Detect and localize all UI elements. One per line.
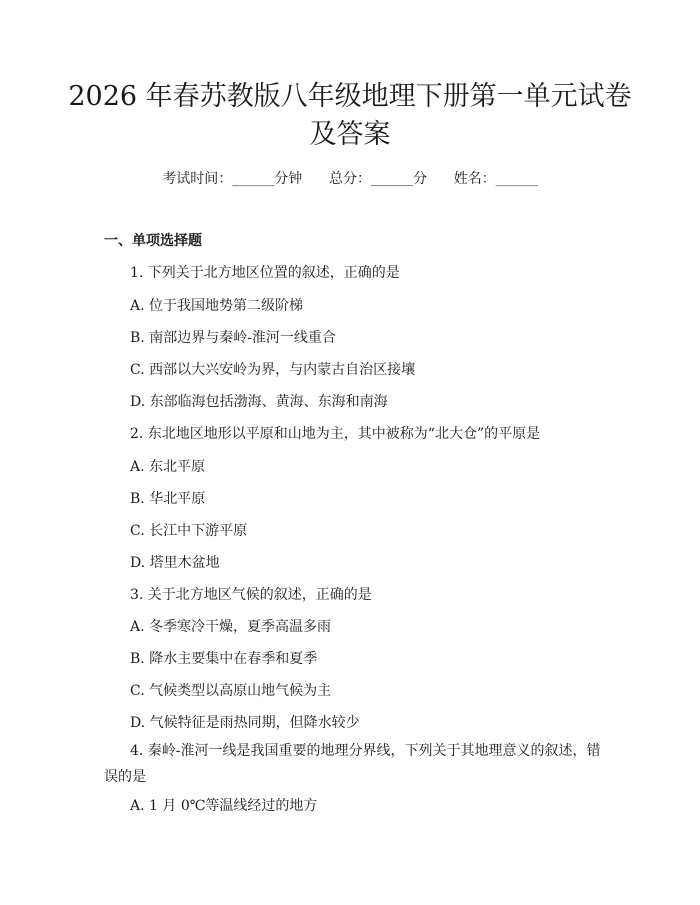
question-option: C. 西部以大兴安岭为界，与内蒙古自治区接壤 [130, 362, 416, 378]
question-stem: 2. 东北地区地形以平原和山地为主，其中被称为“北大仓”的平原是 [130, 426, 541, 442]
question-option: A. 1 月 0℃等温线经过的地方 [130, 798, 318, 814]
exam-meta-line [0, 168, 700, 188]
question-option: D. 气候特征是雨热同期，但降水较少 [130, 715, 360, 731]
name-blank: ______ [495, 171, 538, 187]
question-stem: 1. 下列关于北方地区位置的叙述，正确的是 [130, 265, 400, 281]
question-option: B. 华北平原 [130, 491, 206, 507]
section-title: 一、单项选择题 [104, 233, 202, 249]
question-option: B. 降水主要集中在春季和夏季 [130, 651, 318, 667]
question-option: A. 冬季寒冷干燥，夏季高温多雨 [130, 619, 332, 635]
score-unit: 分 [413, 171, 427, 187]
question-option: C. 长江中下游平原 [130, 523, 248, 539]
exam-title: 2026 年春苏教版八年级地理下册第一单元试卷及答案 [68, 81, 632, 150]
score-label: 总分： [329, 171, 371, 187]
question-option: D. 东部临海包括渤海、黄海、东海和南海 [130, 394, 388, 410]
question-option: A. 位于我国地势第二级阶梯 [130, 298, 304, 314]
question-stem: 4. 秦岭-淮河一线是我国重要的地理分界线，下列关于其地理意义的叙述，错误的是 [104, 743, 601, 785]
question-option: C. 气候类型以高原山地气候为主 [130, 683, 332, 699]
question-stem: 3. 关于北方地区气候的叙述，正确的是 [130, 587, 372, 603]
name-label: 姓名： [453, 171, 496, 187]
question-option: D. 塔里木盆地 [130, 555, 220, 571]
question-option: B. 南部边界与秦岭-淮河一线重合 [130, 330, 336, 346]
time-blank: ______ [232, 171, 275, 187]
question-option: A. 东北平原 [130, 459, 206, 475]
time-label: 考试时间： [162, 171, 233, 187]
time-unit: 分钟 [274, 171, 303, 187]
score-blank: ______ [371, 171, 413, 187]
